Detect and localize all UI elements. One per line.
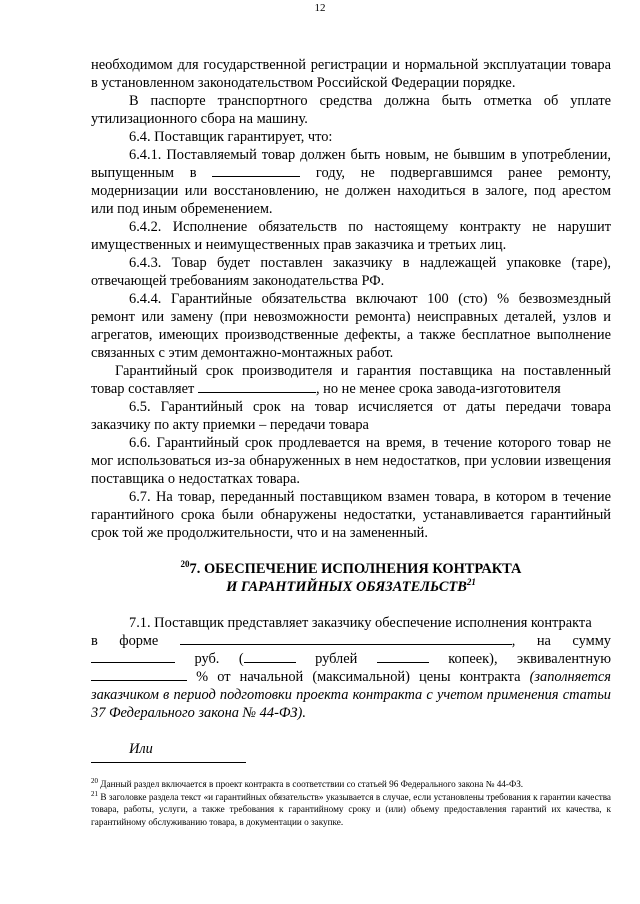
footnote-21-text: В заголовке раздела текст «и гарантийных обязательств» указывается в случае, если установлены требования к гарантии качества товара, работы, услуги, а также требования к гарантийному сроку и (или) объему предоставления гарантий их качества, к гарантийному обслуживанию товара, в документации о закупке. — [91, 791, 611, 827]
kopecks-label: копеек), — [448, 651, 498, 667]
warranty-text-a: Гарантийный срок производителя и гарантия поставщика на поставленный товар составляет — [91, 363, 611, 397]
clause-7-1-percent-line — [91, 668, 611, 722]
page-number: 12 — [314, 2, 326, 14]
clause-6-5: 6.5. Гарантийный срок на товар исчисляется от даты передачи товара заказчику по акту приемки – передачи товара — [91, 399, 611, 433]
section-7-title-line2: И ГАРАНТИЙНЫХ ОБЯЗАТЕЛЬСТВ — [226, 579, 467, 595]
section-7-title-line1: 7. ОБЕСПЕЧЕНИЕ ИСПОЛНЕНИЯ КОНТРАКТА — [189, 561, 522, 577]
clause-6-4: 6.4. Поставщик гарантирует, что: — [129, 129, 333, 145]
form-label: в форме — [91, 633, 159, 649]
footnote-21-number: 21 — [91, 789, 98, 798]
clause-6-4-1 — [91, 146, 611, 218]
or-text: Или — [129, 741, 153, 757]
clause-6-6: 6.6. Гарантийный срок продлевается на время, в течение которого товар не мог использоваться из-за обнаруженных в нем недостатков, при условии извещения поставщика о недостатках товара. — [91, 435, 611, 487]
rubles-label: рублей — [315, 651, 358, 667]
footnotes — [91, 778, 611, 828]
paragraph-continuation: необходимом для государственной регистрации и нормальной эксплуатации товара в установленном законодательством Российской Федерации порядке. — [91, 57, 611, 91]
percent-label: % от начальной (максимальной) цены контракта — [196, 669, 521, 685]
footnote-20 — [91, 778, 611, 791]
clause-6-4-4: 6.4.4. Гарантийные обязательства включают 100 (сто) % безвозмездный ремонт или замену (при невозможности ремонта) неисправных деталей, узлов и агрегатов, имеющих производственные дефекты, а также бесплатное выполнение связанных с этим демонтажно-монтажных работ. — [91, 291, 611, 361]
warranty-text-b: , но не менее срока завода-изготовителя — [315, 381, 561, 397]
section-7-heading — [91, 560, 611, 596]
rubles-words-blank-field[interactable] — [244, 650, 296, 663]
equivalent-label: эквивалентную — [517, 651, 612, 667]
clause-7-1-form-line — [91, 632, 611, 650]
percent-blank-field[interactable] — [91, 668, 187, 681]
clause-6-7: 6.7. На товар, переданный поставщиком взамен товара, в котором в течение гарантийного срока были обнаружены недостатки, устанавливается гарантийный срок той же продолжительности, что и на замененный. — [91, 489, 611, 541]
or-label — [91, 740, 611, 758]
clause-7-1-text: 7.1. Поставщик представляет заказчику обеспечение исполнения контракта — [129, 615, 592, 631]
clause-6-4-3: 6.4.3. Товар будет поставлен заказчику в надлежащей упаковке (таре), отвечающей требованиям законодательства РФ. — [91, 255, 611, 289]
year-blank-field[interactable] — [212, 164, 300, 177]
amount-rub-blank-field[interactable] — [91, 650, 175, 663]
footnote-20-number: 20 — [91, 776, 98, 785]
paragraph-passport-note: В паспорте транспортного средства должна быть отметка об уплате утилизационного сбора на машину. — [91, 93, 611, 127]
kopecks-blank-field[interactable] — [377, 650, 429, 663]
footnote-divider — [91, 762, 246, 763]
footnote-21 — [91, 791, 611, 829]
clause-7-1 — [91, 614, 611, 632]
clause-6-4-1-text-a: 6.4.1. Поставляемый товар должен быть новым, не бывшим в употреблении, выпущенным в — [91, 147, 611, 181]
rub-label: руб. ( — [194, 651, 244, 667]
fill-instruction-note: (заполняется заказчиком в период подготовки проекта контракта с учетом применения статьи 37 Федерального закона № 44-ФЗ). — [91, 669, 611, 721]
clause-7-1-amount-line — [91, 650, 611, 668]
footnote-ref-20[interactable]: 20 — [180, 559, 190, 570]
document-body — [91, 56, 611, 758]
warranty-period-blank-field[interactable] — [198, 380, 316, 393]
security-form-blank-field[interactable] — [180, 632, 512, 645]
clause-6-4-1-text-b: году, не подвергавшимся ранее ремонту, модернизации или восстановлению, не должен находиться в залоге, под арестом или под иным обременением. — [91, 165, 611, 217]
footnote-ref-21[interactable]: 21 — [466, 577, 476, 588]
amount-label: , на сумму — [511, 633, 611, 649]
warranty-period-paragraph — [91, 362, 611, 398]
footnote-20-text: Данный раздел включается в проект контракта в соответствии со статьей 96 Федерального закона № 44-ФЗ. — [100, 779, 524, 789]
clause-6-4-2: 6.4.2. Исполнение обязательств по настоящему контракту не нарушит имущественных и неимущественных прав заказчика и третьих лиц. — [91, 219, 611, 253]
